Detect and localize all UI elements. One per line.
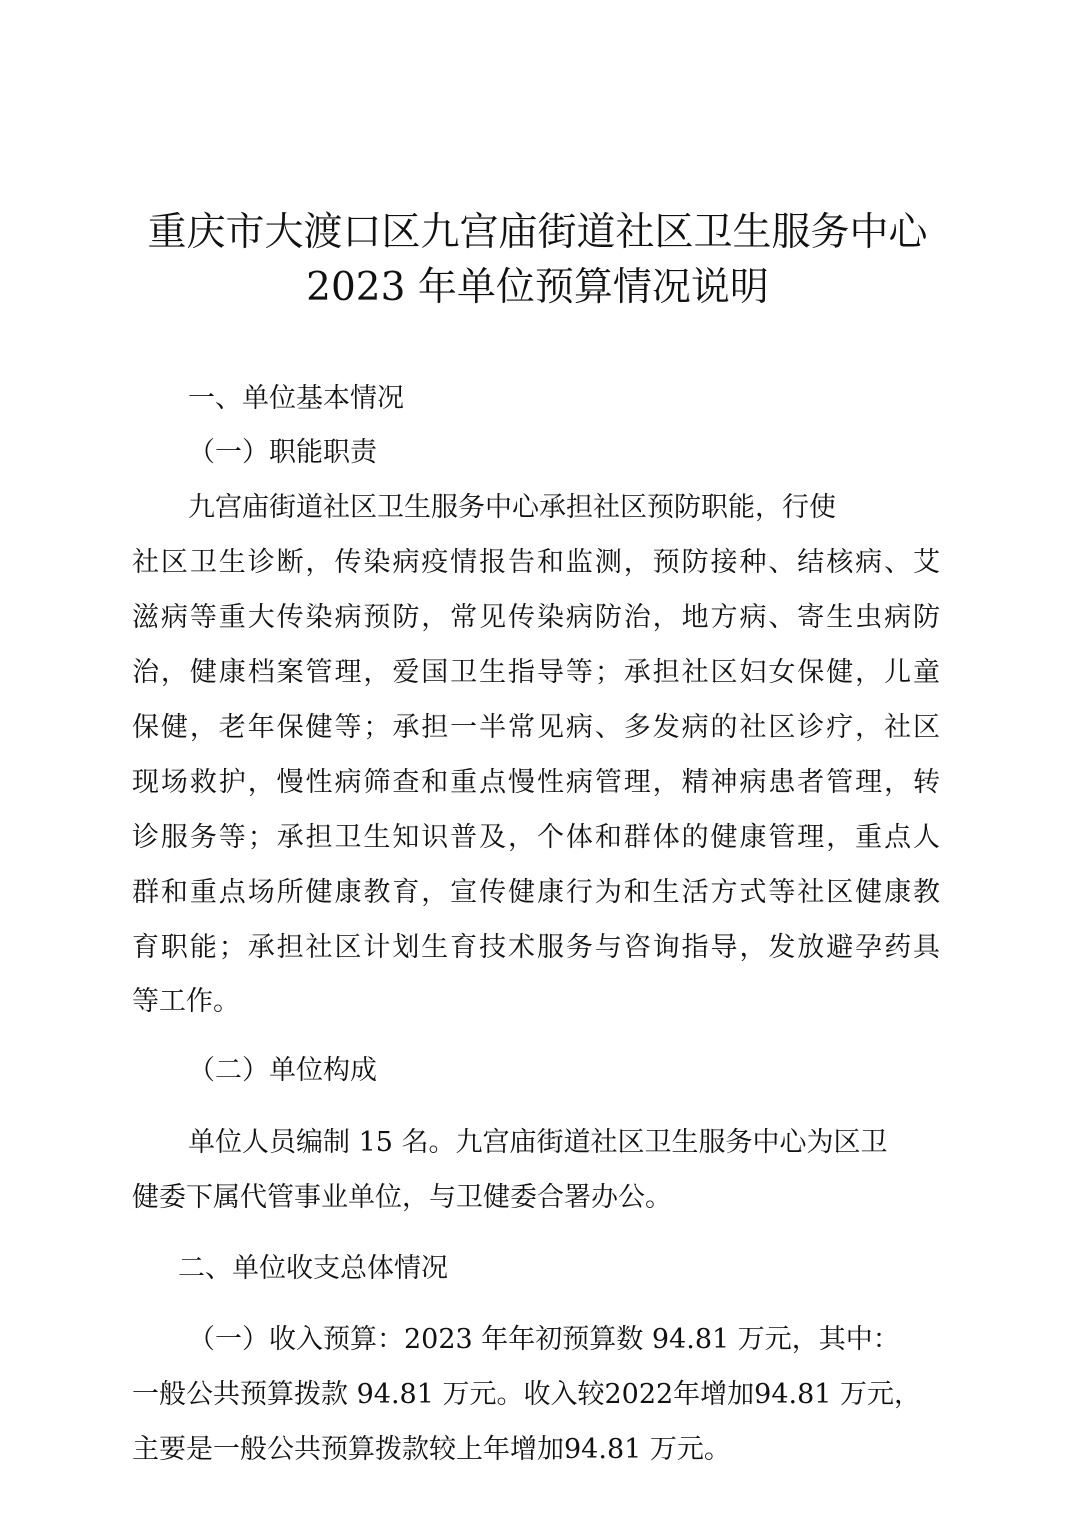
section-1-heading: 一、单位基本情况 — [188, 383, 404, 414]
paragraph-line: 群和重点场所健康教育，宣传健康行为和生活方式等社区健康教 — [132, 877, 940, 908]
paragraph-line: 现场救护，慢性病筛查和重点慢性病管理，精神病患者管理，转 — [132, 767, 940, 798]
section-2-heading: 二、单位收支总体情况 — [178, 1253, 448, 1284]
paragraph-line: 一般公共预算拨款 94.81 万元。收入较2022年增加94.81 万元， — [132, 1379, 922, 1410]
paragraph-line: 九宫庙街道社区卫生服务中心承担社区预防职能，行使 — [188, 492, 836, 523]
paragraph-line: 保健，老年保健等；承担一半常见病、多发病的社区诊疗，社区 — [132, 712, 940, 743]
paragraph-line: 主要是一般公共预算拨款较上年增加94.81 万元。 — [132, 1434, 731, 1465]
section-1-2-heading: （二）单位构成 — [188, 1055, 377, 1086]
paragraph-line: 诊服务等；承担卫生知识普及，个体和群体的健康管理，重点人 — [132, 822, 940, 853]
paragraph-line: 等工作。 — [132, 986, 240, 1017]
paragraph-line: 育职能；承担社区计划生育技术服务与咨询指导，发放避孕药具 — [132, 932, 940, 963]
document-title-line-2: 2023 年单位预算情况说明 — [306, 265, 769, 310]
section-1-1-heading: （一）职能职责 — [188, 437, 377, 468]
paragraph-line: （一）收入预算：2023 年年初预算数 94.81 万元，其中： — [188, 1324, 900, 1355]
paragraph-line: 滋病等重大传染病预防，常见传染病防治，地方病、寄生虫病防 — [132, 602, 940, 633]
document-title-line-1: 重庆市大渡口区九宫庙街道社区卫生服务中心 — [147, 210, 928, 255]
paragraph-line: 单位人员编制 15 名。九宫庙街道社区卫生服务中心为区卫 — [188, 1127, 888, 1158]
paragraph-line: 健委下属代管事业单位，与卫健委合署办公。 — [132, 1182, 672, 1213]
paragraph-line: 社区卫生诊断，传染病疫情报告和监测，预防接种、结核病、艾 — [132, 547, 940, 578]
paragraph-line: 治，健康档案管理，爱国卫生指导等；承担社区妇女保健，儿童 — [132, 657, 940, 688]
